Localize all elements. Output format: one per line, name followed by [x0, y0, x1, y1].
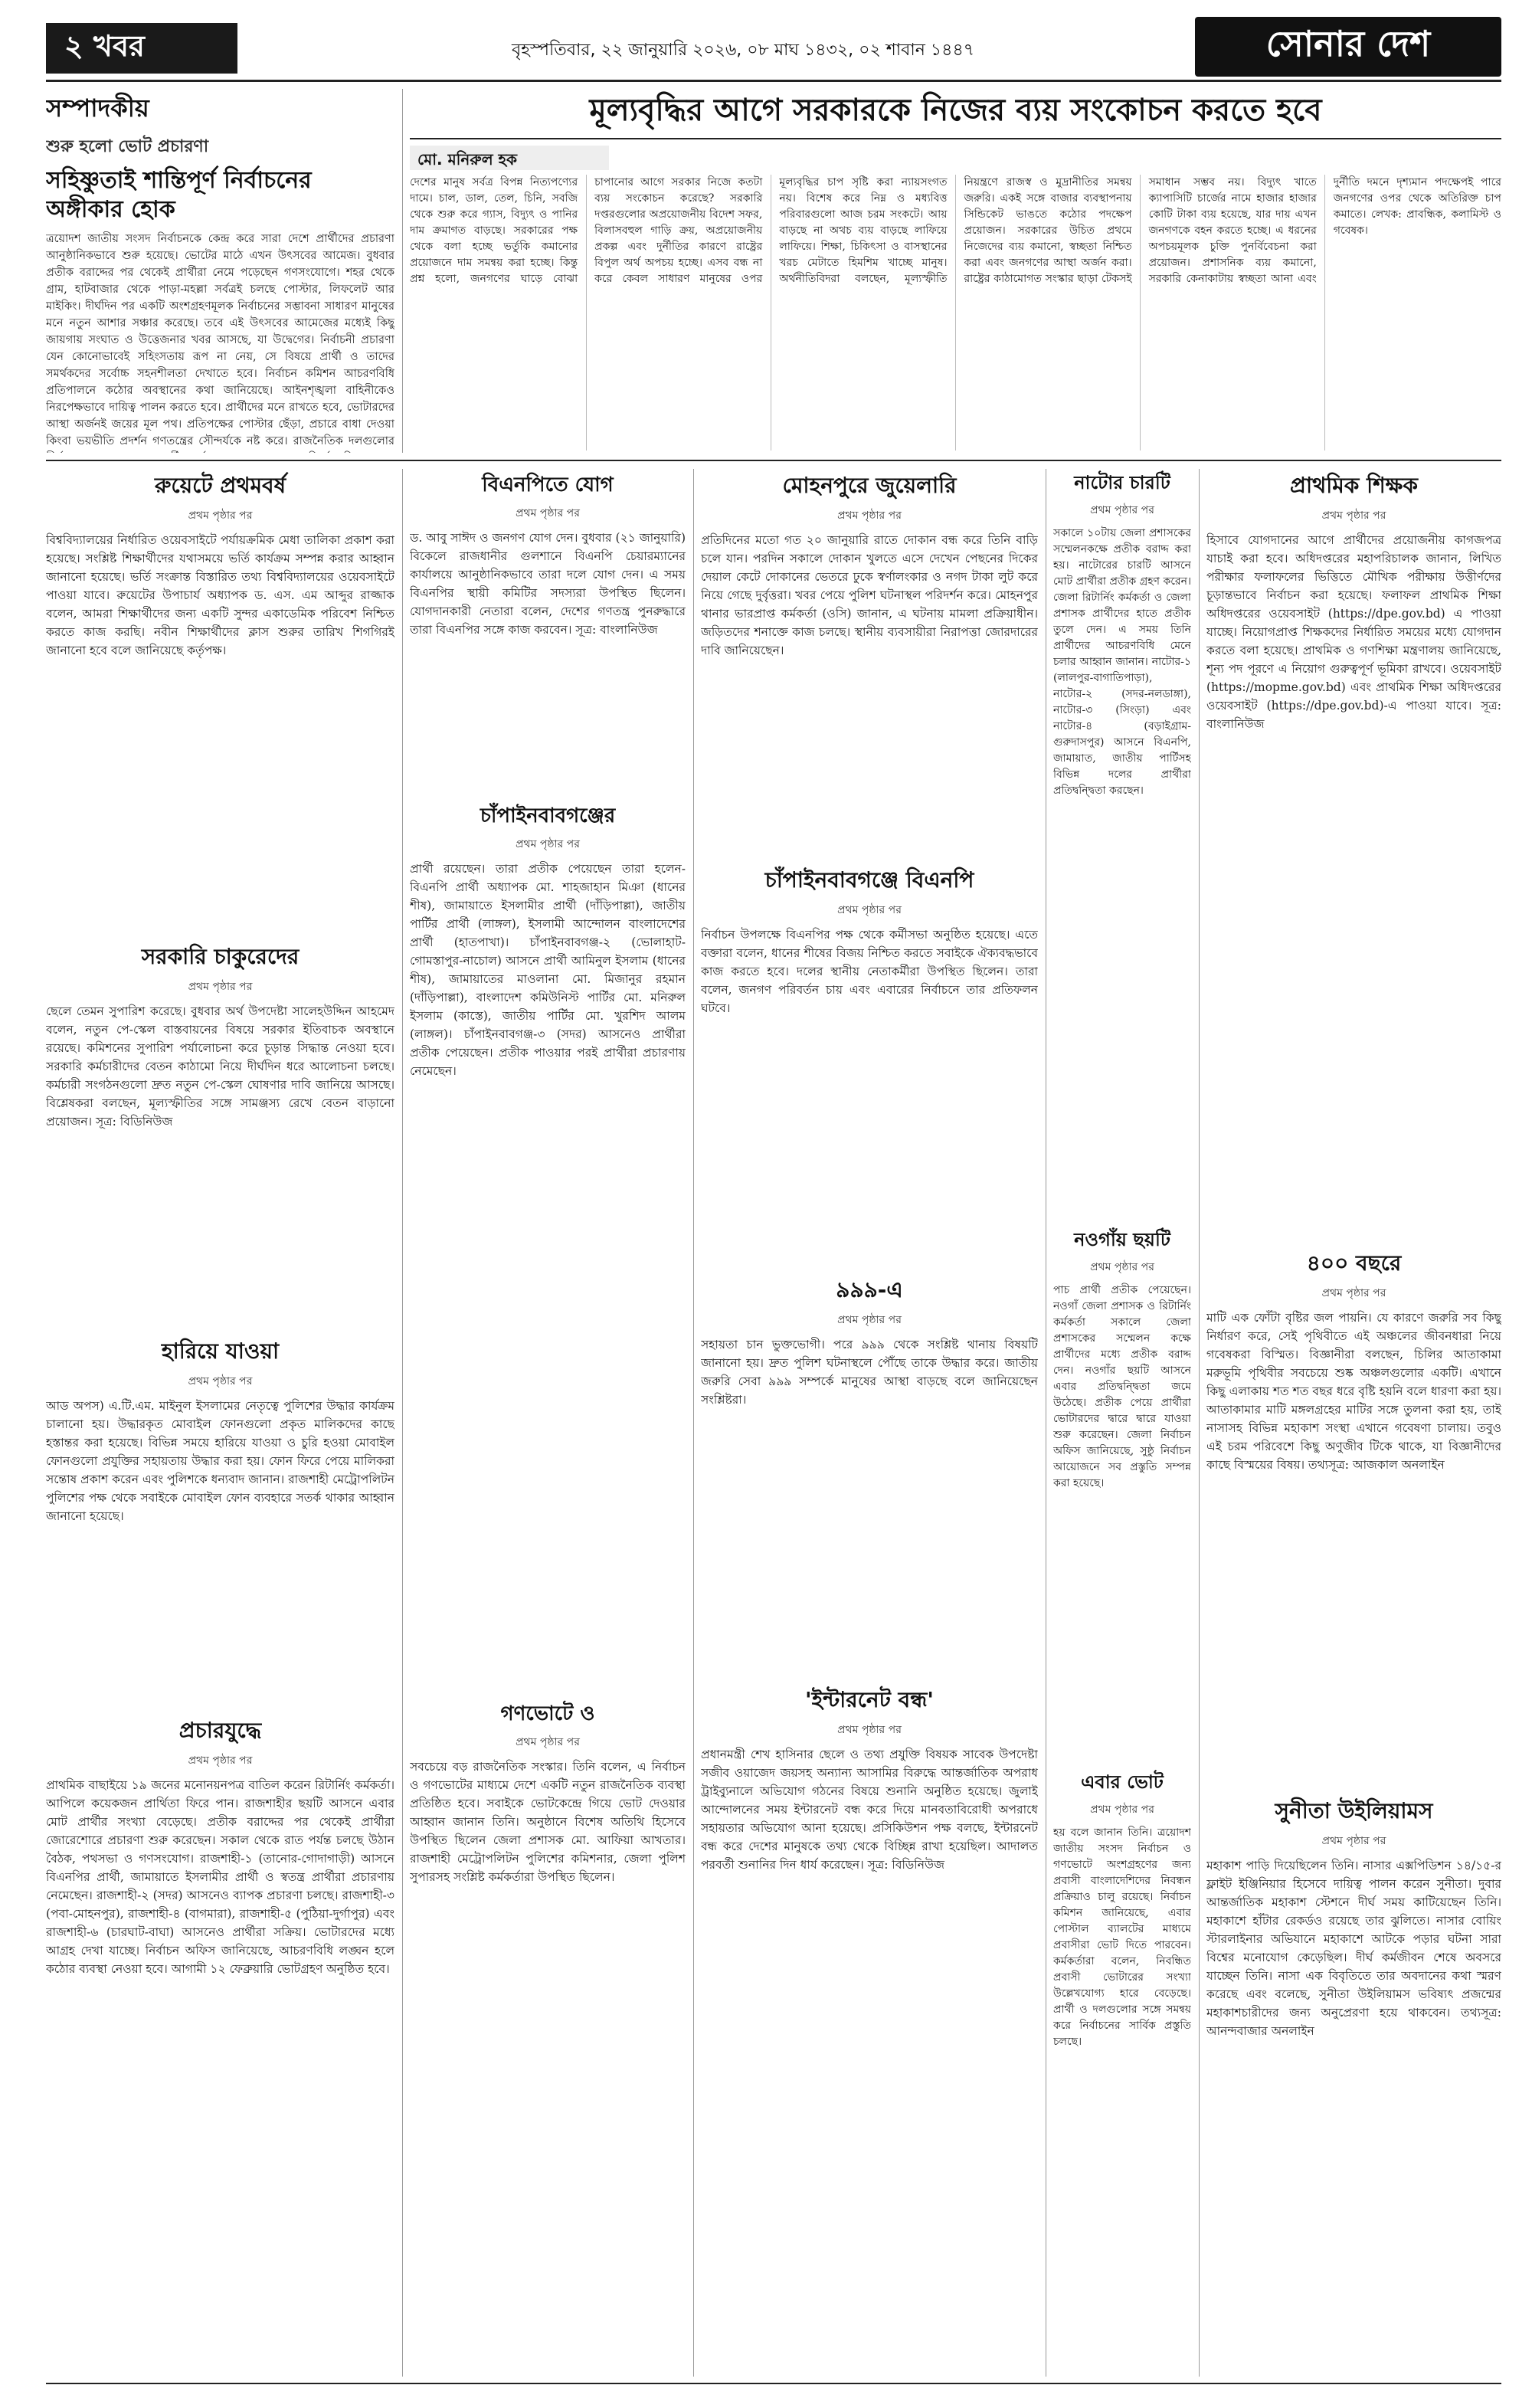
story-title: সরকারি চাকুরেদের [141, 944, 300, 969]
story-body: মাটি এক ফোঁটা বৃষ্টির জল পায়নি। যে কারণে জরুরি সব কিছু নির্ধারণ করে, সেই পৃথিবীতে এই অঞ্চলের জীবনধারা নিয়ে গবেষকরা বিস্মিত। বিজ্ঞানীরা বলছেন, চিলির আতাকামা মরুভূমি পৃথিবীর সবচেয়ে শুষ্ক অঞ্চলগুলোর একটি। এখানে কিছু এলাকায় শত শত বছর ধরে বৃষ্টি হয়নি বলে ধারণা করা হয়। আতাকামার মাটি মঙ্গলগ্রহের মাটির সঙ্গে তুলনা করা হয়, তাই নাসাসহ বিভিন্ন মহাকাশ সংস্থা এখানে গবেষণা চালায়। তবুও এই চরম পরিবেশে কিছু অণুজীব টিকে থাকে, যা বিজ্ঞানীদের কাছে বিস্ময়ের বিষয়। তথ্যসূত্র: আজকাল অনলাইন [1206, 1311, 1501, 1472]
story-title: বিএনপিতে যোগ [482, 473, 614, 496]
column-5 [1206, 469, 1501, 2377]
story-subtitle: প্রথম পৃষ্ঠার পর [837, 1724, 902, 1736]
oped-author: মো. মনিরুল হক [410, 146, 609, 170]
story-title: চাঁপাইনবাবগঞ্জের [480, 804, 616, 827]
story-title: নওগাঁয় ছয়টি [1074, 1229, 1170, 1250]
story-body: পাচ প্রার্থী প্রতীক পেয়েছেন। নওগাঁ জেলা প্রশাসক ও রিটার্নিং কর্মকর্তা সকালে জেলা প্রশাসকের সম্মেলন কক্ষে প্রার্থীদের মধ্যে প্রতীক বরাদ্দ দেন। নওগাঁর ছয়টি আসনে এবার প্রতিদ্বন্দ্বিতা জমে উঠেছে। প্রতীক পেয়ে প্রার্থীরা ভোটারদের দ্বারে দ্বারে যাওয়া শুরু করেছেন। জেলা নির্বাচন অফিস জানিয়েছে, সুষ্ঠু নির্বাচন আয়োজনে সব প্রস্তুতি সম্পন্ন করা হয়েছে। [1053, 1284, 1191, 1489]
story-body: নির্বাচন উপলক্ষে বিএনপির পক্ষ থেকে কর্মীসভা অনুষ্ঠিত হয়েছে। এতে বক্তারা বলেন, ধানের শীষের বিজয় নিশ্চিত করতে সবাইকে ঐক্যবদ্ধভাবে কাজ করতে হবে। দলের স্থানীয় নেতাকর্মীরা উপস্থিত ছিলেন। তারা বলেন, জনগণ পরিবর্তন চায় এবং এবারের নির্বাচনে তার প্রতিফলন ঘটবে। [701, 928, 1038, 1015]
story-body: সবচেয়ে বড় রাজনৈতিক সংস্কার। তিনি বলেন, এ নির্বাচন ও গণভোটের মাধ্যমে দেশে একটি নতুন রাজনৈতিক ব্যবস্থা প্রতিষ্ঠিত হবে। সবাইকে ভোটকেন্দ্রে গিয়ে ভোট দেওয়ার আহ্বান জানান তিনি। অনুষ্ঠানে বিশেষ অতিথি হিসেবে উপস্থিত ছিলেন জেলা প্রশাসক মো. আফিয়া আখতার। রাজশাহী মেট্রোপলিটন পুলিশের কমিশনার, জেলা পুলিশ সুপারসহ সংশ্লিষ্ট কর্মকর্তারা উপস্থিত ছিলেন। [410, 1760, 686, 1884]
oped-headline-box [410, 89, 1501, 135]
story-subtitle: প্রথম পৃষ্ঠার পর [188, 1754, 253, 1767]
story-subtitle: প্রথম পৃষ্ঠার পর [1321, 1287, 1386, 1299]
oped-body: দেশের মানুষ সর্বত্র বিপন্ন নিত্যপণ্যের দামে। চাল, ডাল, তেল, চিনি, সবজি থেকে শুরু করে গ্যাস, বিদ্যুৎ ও পানির দাম ক্রমাগত বাড়ছে। সরকারের পক্ষ থেকে বলা হচ্ছে ভর্তুকি কমানোর প্রয়োজনে দাম সমন্বয় করা হচ্ছে। কিন্তু প্রশ্ন হলো, জনগণের ঘাড়ে বোঝা চাপানোর আগে সরকার নিজে কতটা ব্যয় সংকোচন করেছে? সরকারি দপ্তরগুলোর অপ্রয়োজনীয় বিদেশ সফর, বিলাসবহুল গাড়ি ক্রয়, অপ্রয়োজনীয় প্রকল্প এবং দুর্নীতির কারণে রাষ্ট্রের বিপুল অর্থ অপচয় হচ্ছে। এসব বন্ধ না করে কেবল সাধারণ মানুষের ওপর মূল্যবৃদ্ধির চাপ সৃষ্টি করা ন্যায়সংগত নয়। বিশেষ করে নিম্ন ও মধ্যবিত্ত পরিবারগুলো আজ চরম সংকটে। আয় বাড়ছে না অথচ ব্যয় বাড়ছে লাফিয়ে লাফিয়ে। শিক্ষা, চিকিৎসা ও বাসস্থানের খরচ মেটাতে হিমশিম খাচ্ছে মানুষ। অর্থনীতিবিদরা বলছেন, মূল্যস্ফীতি নিয়ন্ত্রণে রাজস্ব ও মুদ্রানীতির সমন্বয় জরুরি। একই সঙ্গে বাজার ব্যবস্থাপনায় সিন্ডিকেট ভাঙতে কঠোর পদক্ষেপ প্রয়োজন। সরকারের উচিত প্রথমে নিজেদের ব্যয় কমানো, স্বচ্ছতা নিশ্চিত করা এবং জনগণের আস্থা অর্জন করা। রাষ্ট্রের কাঠামোগত সংস্কার ছাড়া টেকসই সমাধান সম্ভব নয়। বিদ্যুৎ খাতে ক্যাপাসিটি চার্জের নামে হাজার হাজার কোটি টাকা ব্যয় হয়েছে, যার দায় এখন জনগণকে বহন করতে হচ্ছে। এ ধরনের অপচয়মূলক চুক্তি পুনর্বিবেচনা করা প্রয়োজন। প্রশাসনিক ব্যয় কমানো, সরকারি কেনাকাটায় স্বচ্ছতা আনা এবং দুর্নীতি দমনে দৃশ্যমান পদক্ষেপই পারে জনগণের ওপর থেকে অতিরিক্ত চাপ কমাতে। লেখক: প্রাবন্ধিক, কলামিস্ট ও গবেষক। [410, 176, 1501, 285]
editorial-headline: সহিষ্ণুতাই শান্তিপূর্ণ নির্বাচনের অঙ্গীকার হোক [46, 167, 312, 223]
date-line: বৃহস্পতিবার, ২২ জানুয়ারি ২০২৬, ০৮ মাঘ ১৪৩২, ০২ শাবান ১৪৪৭ [511, 41, 975, 60]
column-2 [410, 469, 686, 2377]
story-title: রুয়েটে প্রথমবর্ষ [154, 473, 286, 498]
story-subtitle: প্রথম পৃষ্ঠার পর [188, 1375, 253, 1387]
story-subtitle: প্রথম পৃষ্ঠার পর [1321, 1835, 1386, 1847]
editorial-label: সম্পাদকীয় [46, 93, 149, 123]
story-title: ৯৯৯-এ [836, 1277, 903, 1302]
story-body: আড অপস) এ.টি.এম. মাইনুল ইসলামের নেতৃত্বে পুলিশের উদ্ধার কার্যক্রম চালানো হয়। উদ্ধারকৃত মোবাইল ফোনগুলো প্রকৃত মালিকদের কাছে হস্তান্তর করা হয়েছে। বিভিন্ন সময়ে হারিয়ে যাওয়া ও চুরি হওয়া মোবাইল ফোনগুলো প্রযুক্তির সহায়তায় উদ্ধার করা হয়। ফোন ফিরে পেয়ে মালিকরা সন্তোষ প্রকাশ করেন এবং পুলিশকে ধন্যবাদ জানান। রাজশাহী মেট্রোপলিটন পুলিশের পক্ষ থেকে সবাইকে মোবাইল ফোন ব্যবহারে সতর্ক থাকার আহ্বান জানানো হয়েছে। [46, 1399, 394, 1523]
story-title: 'ইন্টারনেট বন্ধ' [805, 1687, 934, 1712]
oped-rule [410, 138, 1501, 139]
column-divider [693, 469, 694, 2377]
column-divider [1199, 469, 1200, 2377]
story-body: হয় বলে জানান তিনি। ত্রয়োদশ জাতীয় সংসদ নির্বাচন ও গণভোটে অংশগ্রহণের জন্য প্রবাসী বাংলাদেশিদের নিবন্ধন প্রক্রিয়াও চালু রয়েছে। নির্বাচন কমিশন জানিয়েছে, এবার পোস্টাল ব্যালটের মাধ্যমে প্রবাসীরা ভোট দিতে পারবেন। কর্মকর্তারা বলেন, নিবন্ধিত প্রবাসী ভোটারের সংখ্যা উল্লেখযোগ্য হারে বেড়েছে। প্রার্থী ও দলগুলোর সঙ্গে সমন্বয় করে নির্বাচনের সার্বিক প্রস্তুতি চলছে। [1053, 1826, 1191, 2048]
editorial-kicker: শুরু হলো ভোট প্রচারণা [46, 137, 209, 156]
story-title: এবার ভোট [1081, 1771, 1164, 1793]
story-body: ছেলে তেমন সুপারিশ করেছে। বুধবার অর্থ উপদেষ্টা সালেহউদ্দিন আহমেদ বলেন, নতুন পে-স্কেল বাস্তবায়নের বিষয়ে সরকার ইতিবাচক অবস্থানে রয়েছে। কমিশনের সুপারিশ পর্যালোচনা করে চূড়ান্ত সিদ্ধান্ত নেওয়া হবে। সরকারি কর্মচারীদের বেতন কাঠামো নিয়ে দীর্ঘদিন ধরে আলোচনা চলছে। কর্মচারী সংগঠনগুলো দ্রুত নতুন পে-স্কেল ঘোষণার দাবি জানিয়ে আসছে। বিশ্লেষকরা বলছেন, মূল্যস্ফীতির সঙ্গে সামঞ্জস্য রেখে বেতন বাড়ানো প্রয়োজন। সূত্র: বিডিনিউজ [46, 1004, 394, 1129]
story-body: প্রার্থী রয়েছেন। তারা প্রতীক পেয়েছেন তারা হলেন- বিএনপি প্রার্থী অধ্যাপক মো. শাহজাহান মিঞা (ধানের শীষ), জামায়াতে ইসলামীর প্রার্থী (দাঁড়িপাল্লা), জাতীয় পার্টির প্রার্থী (লাঙ্গল), ইসলামী আন্দোলন বাংলাদেশের প্রার্থী (হাতপাখা)। চাঁপাইনবাবগঞ্জ-২ (ভোলাহাট-গোমস্তাপুর-নাচোল) আসনে প্রার্থী আমিনুল ইসলাম (ধানের শীষ), জামায়াতের মাওলানা মো. মিজানুর রহমান (দাঁড়িপাল্লা), বাংলাদেশ কমিউনিস্ট পার্টির মো. মনিরুল ইসলাম (কাস্তে), জাতীয় পার্টির মো. খুরশিদ আলম (লাঙ্গল)। চাঁপাইনবাবগঞ্জ-৩ (সদর) আসনেও প্রার্থীরা প্রতীক পেয়েছেন। প্রতীক পাওয়ার পরই প্রার্থীরা প্রচারণায় নেমেছেন। [410, 862, 686, 1078]
story-title: সুনীতা উইলিয়ামস [1275, 1798, 1433, 1823]
story-title: মোহনপুরে জুয়েলারি [782, 473, 957, 498]
story-subtitle: প্রথম পৃষ্ঠার পর [837, 509, 902, 522]
story-title: প্রাথমিক শিক্ষক [1290, 473, 1418, 498]
footer-rule [46, 2383, 1501, 2384]
story-body: সকালে ১০টায় জেলা প্রশাসকের সম্মেলনকক্ষে প্রতীক বরাদ্দ করা হয়। নাটোরের চারটি আসনে মোট প্রার্থীরা প্রতীক গ্রহণ করেন। জেলা রিটার্নিং কর্মকর্তা ও জেলা প্রশাসক প্রার্থীদের হাতে প্রতীক তুলে দেন। এ সময় তিনি প্রার্থীদের আচরণবিধি মেনে চলার আহ্বান জানান। নাটোর-১ (লালপুর-বাগাতিপাড়া), নাটোর-২ (সদর-নলডাঙ্গা), নাটোর-৩ (সিংড়া) এবং নাটোর-৪ (বড়াইগ্রাম-গুরুদাসপুর) আসনে বিএনপি, জামায়াত, জাতীয় পার্টিসহ বিভিন্ন দলের প্রার্থীরা প্রতিদ্বন্দ্বিতা করছেন। [1053, 527, 1191, 797]
story-subtitle: প্রথম পৃষ্ঠার পর [188, 509, 253, 522]
column-3 [701, 469, 1038, 2377]
section-rule [46, 460, 1501, 461]
story-title: নাটোর চারটি [1074, 472, 1170, 493]
story-body: প্রাথমিক বাছাইয়ে ১৯ জনের মনোনয়নপত্র বাতিল করেন রিটার্নিং কর্মকর্তা। আপিলে কয়েকজন প্রার্থিতা ফিরে পান। রাজশাহীর ছয়টি আসনে এবার মোট প্রার্থীর সংখ্যা বেড়েছে। প্রতীক বরাদ্দের পর থেকেই প্রার্থীরা জোরেশোরে প্রচারণা শুরু করেছেন। সকাল থেকে রাত পর্যন্ত চলছে উঠান বৈঠক, পথসভা ও গণসংযোগ। রাজশাহী-১ (তানোর-গোদাগাড়ী) আসনে বিএনপির প্রার্থী, জামায়াতে ইসলামীর প্রার্থী ও স্বতন্ত্র প্রার্থীরা প্রচারণায় নেমেছেন। রাজশাহী-২ (সদর) আসনেও ব্যাপক প্রচারণা চলছে। রাজশাহী-৩ (পবা-মোহনপুর), রাজশাহী-৪ (বাগমারা), রাজশাহী-৫ (পুঠিয়া-দুর্গাপুর) এবং রাজশাহী-৬ (চারঘাট-বাঘা) আসনেও প্রার্থীরা সক্রিয়। ভোটারদের মধ্যে আগ্রহ দেখা যাচ্ছে। নির্বাচন অফিস জানিয়েছে, আচরণবিধি লঙ্ঘন হলে কঠোর ব্যবস্থা নেওয়া হবে। আগামী ১২ ফেব্রুয়ারি ভোটগ্রহণ অনুষ্ঠিত হবে। [46, 1778, 394, 1976]
editorial-block [46, 89, 394, 453]
story-body: হিসাবে যোগদানের আগে প্রার্থীদের প্রয়োজনীয় কাগজপত্র যাচাই করা হবে। অধিদপ্তরের মহাপরিচালক জানান, লিখিত পরীক্ষার ফলাফলের ভিত্তিতে মৌখিক পরীক্ষায় উত্তীর্ণদের চূড়ান্তভাবে নির্বাচন করা হয়েছে। ফলাফল প্রাথমিক শিক্ষা অধিদপ্তরের ওয়েবসাইট (https://dpe.gov.bd) এ পাওয়া যাচ্ছে। নিয়োগপ্রাপ্ত শিক্ষকদের নির্ধারিত সময়ের মধ্যে যোগদান করতে বলা হয়েছে। প্রাথমিক ও গণশিক্ষা মন্ত্রণালয় জানিয়েছে, শূন্য পদ পূরণে এ নিয়োগ গুরুত্বপূর্ণ ভূমিকা রাখবে। ওয়েবসাইট (https://mopme.gov.bd) এবং প্রাথমিক শিক্ষা অধিদপ্তরের ওয়েবসাইট (https://dpe.gov.bd)-এ পাওয়া যাবে। সূত্র: বাংলানিউজ [1206, 533, 1501, 731]
story-title: চাঁপাইনবাবগঞ্জে বিএনপি [764, 867, 974, 893]
story-subtitle: প্রথম পৃষ্ঠার পর [837, 1314, 902, 1326]
story-subtitle: প্রথম পৃষ্ঠার পর [1090, 1804, 1154, 1816]
story-subtitle: প্রথম পৃষ্ঠার পর [1090, 504, 1154, 516]
story-subtitle: প্রথম পৃষ্ঠার পর [1090, 1261, 1154, 1273]
page-number-badge [46, 23, 237, 74]
story-title: প্রচারযুদ্ধে [178, 1718, 262, 1743]
masthead-logo: সোনার দেশ [1195, 17, 1501, 77]
story-title: ৪০০ বছরে [1306, 1250, 1402, 1276]
story-subtitle: প্রথম পৃষ্ঠার পর [516, 838, 580, 850]
story-subtitle: প্রথম পৃষ্ঠার পর [516, 1736, 580, 1748]
story-body: বিশ্ববিদ্যালয়ের নির্ধারিত ওয়েবসাইটে পর্যায়ক্রমিক মেধা তালিকা প্রকাশ করা হয়েছে। সংশ্লিষ্ট শিক্ষার্থীদের যথাসময়ে ভর্তি কার্যক্রম সম্পন্ন করার আহ্বান জানানো হয়েছে। ভর্তি সংক্রান্ত বিস্তারিত তথ্য বিশ্ববিদ্যালয়ের ওয়েবসাইটে পাওয়া যাবে। রুয়েটের উপাচার্য অধ্যাপক ড. এস. এম আব্দুর রাজ্জাক বলেন, আমরা শিক্ষার্থীদের জন্য একটি সুন্দর একাডেমিক পরিবেশ নিশ্চিত করতে কাজ করছি। নবীন শিক্ষার্থীদের ক্লাস শুরুর তারিখ শিগগিরই জানানো হবে বলে জানিয়েছে কর্তৃপক্ষ। [46, 533, 394, 657]
story-subtitle: প্রথম পৃষ্ঠার পর [1321, 509, 1386, 522]
column-divider [402, 89, 403, 453]
story-body: প্রতিদিনের মতো গত ২০ জানুয়ারি রাতে দোকান বন্ধ করে তিনি বাড়ি চলে যান। পরদিন সকালে দোকান খুলতে এসে দেখেন পেছনের দিকের দেয়াল কেটে দোকানের ভেতরে ঢুকে স্বর্ণালংকার ও নগদ টাকা লুট করে নিয়ে গেছে দুর্বৃত্তরা। খবর পেয়ে পুলিশ ঘটনাস্থল পরিদর্শন করে। মোহনপুর থানার ভারপ্রাপ্ত কর্মকর্তা (ওসি) জানান, এ ঘটনায় মামলা প্রক্রিয়াধীন। জড়িতদের শনাক্তে কাজ চলছে। স্থানীয় ব্যবসায়ীরা নিরাপত্তা জোরদারের দাবি জানিয়েছেন। [701, 533, 1038, 657]
header-rule [46, 80, 1501, 82]
column-divider [402, 469, 403, 2377]
story-body: প্রধানমন্ত্রী শেখ হাসিনার ছেলে ও তথ্য প্রযুক্তি বিষয়ক সাবেক উপদেষ্টা সজীব ওয়াজেদ জয়সহ অন্যান্য আসামির বিরুদ্ধে আন্তর্জাতিক অপরাধ ট্রাইব্যুনালে অভিযোগ গঠনের বিষয়ে শুনানি অনুষ্ঠিত হয়েছে। জুলাই আন্দোলনের সময় ইন্টারনেট বন্ধ করে দিয়ে মানবতাবিরোধী অপরাধে সহায়তার অভিযোগ আনা হয়েছে। প্রসিকিউশন পক্ষ বলছে, ইন্টারনেট বন্ধ করে দেশের মানুষকে তথ্য থেকে বিচ্ছিন্ন রাখা হয়েছিল। আদালত পরবর্তী শুনানির দিন ধার্য করেছেন। সূত্র: বিডিনিউজ [701, 1748, 1038, 1872]
story-body: ড. আবু সাঈদ ও জনগণ যোগ দেন। বুধবার (২১ জানুয়ারি) বিকেলে রাজধানীর গুলশানে বিএনপি চেয়ারম্যানের কার্যালয়ে আনুষ্ঠানিকভাবে তারা দলে যোগ দেন। এ সময় বিএনপির স্থায়ী কমিটির সদস্যরা উপস্থিত ছিলেন। যোগদানকারী নেতারা বলেন, দেশের গণতন্ত্র পুনরুদ্ধারে তারা বিএনপির সঙ্গে কাজ করবেন। সূত্র: বাংলানিউজ [410, 531, 686, 637]
story-title: গণভোটে ও [500, 1702, 595, 1725]
story-body: সহায়তা চান ভুক্তভোগী। পরে ৯৯৯ থেকে সংশ্লিষ্ট থানায় বিষয়টি জানানো হয়। দ্রুত পুলিশ ঘটনাস্থলে পৌঁছে তাকে উদ্ধার করে। জাতীয় জরুরি সেবা ৯৯৯ সম্পর্কে মানুষের আস্থা বাড়ছে বলে জানিয়েছেন সংশ্লিষ্টরা। [701, 1338, 1038, 1407]
story-subtitle: প্রথম পৃষ্ঠার পর [837, 904, 902, 916]
editorial-body: ত্রয়োদশ জাতীয় সংসদ নির্বাচনকে কেন্দ্র করে সারা দেশে প্রার্থীদের প্রচারণা আনুষ্ঠানিকভাবে শুরু হয়েছে। ভোটের মাঠে এখন উৎসবের আমেজ। বুধবার প্রতীক বরাদ্দের পর থেকেই প্রার্থীরা নেমে পড়েছেন গণসংযোগে। শহর থেকে গ্রাম, হাটবাজার থেকে পাড়া-মহল্লা সর্বত্রই চলছে পোস্টার, লিফলেট আর মাইকিং। দীর্ঘদিন পর একটি অংশগ্রহণমূলক নির্বাচনের সম্ভাবনা সাধারণ মানুষের মনে নতুন আশার সঞ্চার করেছে। তবে এই উৎসবের আমেজের মধ্যেই কিছু জায়গায় সংঘাত ও উত্তেজনার খবর আসছে, যা উদ্বেগের। নির্বাচনী প্রচারণা যেন কোনোভাবেই সহিংসতায় রূপ না নেয়, সে বিষয়ে প্রার্থী ও তাদের সমর্থকদের সর্বোচ্চ সহনশীলতা দেখাতে হবে। নির্বাচন কমিশন আচরণবিধি প্রতিপালনে কঠোর অবস্থানের কথা জানিয়েছে। আইনশৃঙ্খলা বাহিনীকেও নিরপেক্ষভাবে দায়িত্ব পালন করতে হবে। প্রার্থীদের মনে রাখতে হবে, ভোটারদের আস্থা অর্জনই জয়ের মূল পথ। প্রতিপক্ষের পোস্টার ছেঁড়া, প্রচারে বাধা দেওয়া কিংবা ভয়ভীতি প্রদর্শন গণতন্ত্রের সৌন্দর্যকে নষ্ট করে। রাজনৈতিক দলগুলোর [46, 233, 394, 447]
column-1 [46, 469, 394, 2377]
story-body: মহাকাশ পাড়ি দিয়েছিলেন তিনি। নাসার এক্সপিডিশন ১৪/১৫-র ফ্লাইট ইঞ্জিনিয়ার হিসেবে দায়িত্ব পালন করেন সুনীতা। দুবার আন্তর্জাতিক মহাকাশ স্টেশনে দীর্ঘ সময় কাটিয়েছেন তিনি। মহাকাশে হাঁটার রেকর্ডও রয়েছে তার ঝুলিতে। নাসার বোয়িং স্টারলাইনার অভিযানে মহাকাশে আটকে পড়ার ঘটনা সারা বিশ্বের মনোযোগ কেড়েছিল। দীর্ঘ কর্মজীবন শেষে অবসরে যাচ্ছেন তিনি। নাসা এক বিবৃতিতে তার অবদানের কথা স্মরণ করেছে এবং বলেছে, সুনীতা উইলিয়ামস ভবিষ্যৎ প্রজন্মের মহাকাশচারীদের জন্য অনুপ্রেরণা হয়ে থাকবেন। তথ্যসূত্র: আনন্দবাজার অনলাইন [1206, 1859, 1501, 2038]
story-title: হারিয়ে যাওয়া [161, 1338, 280, 1364]
story-subtitle: প্রথম পৃষ্ঠার পর [188, 981, 253, 993]
column-4 [1053, 469, 1191, 2377]
oped-headline: মূল্যবৃদ্ধির আগে সরকারকে নিজের ব্যয় সংকোচন করতে হবে [589, 93, 1322, 128]
story-subtitle: প্রথম পৃষ্ঠার পর [516, 507, 580, 519]
page-label: ২ খবর [64, 29, 145, 63]
